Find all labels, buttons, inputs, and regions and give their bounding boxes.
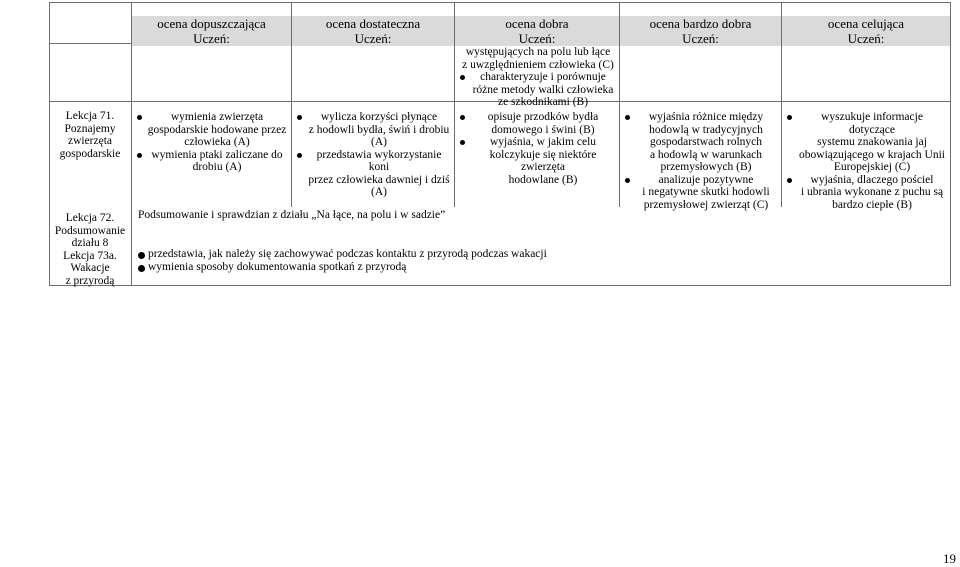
list-item: przedstawia wykorzystanie koni przez człowieka dawniej i dziś (A) <box>297 149 451 199</box>
lesson-72: Lekcja 72. Podsumowanie działu 8 <box>54 212 126 249</box>
list-item: wyjaśnia, dlaczego pościel i ubrania wykonane z puchu są bardzo ciepłe (B) <box>787 174 947 212</box>
header-grade: ocena dobra <box>505 16 569 31</box>
header-student: Uczeń: <box>518 31 556 46</box>
summer-list <box>138 248 547 274</box>
page-number: 19 <box>943 551 956 566</box>
header-dopuszczajaca <box>132 16 291 46</box>
header-student: Uczeń: <box>847 31 885 46</box>
header-grade: ocena dopuszczająca <box>157 16 266 31</box>
lesson-71: Lekcja 71. Poznajemy zwierzęta gospodarskie <box>59 110 121 160</box>
lesson-73a: Lekcja 73a. Wakacje z przyrodą <box>63 249 117 287</box>
header-celujaca <box>782 16 950 46</box>
header-bardzo-dobra <box>620 16 781 46</box>
cell-dobra <box>460 111 616 186</box>
header-student: Uczeń: <box>354 31 392 46</box>
cell-dostateczna <box>297 111 451 199</box>
list-item: charakteryzuje i porównuje różne metody walki człowieka ze szkodnikami (B) <box>460 71 616 109</box>
list-item: wylicza korzyści płynące z hodowli bydła, świń i drobiu (A) <box>297 111 451 149</box>
list-item: wyjaśnia, w jakim celu kolczykuje się niektóre zwierzęta hodowlane (B) <box>460 136 616 186</box>
header-dostateczna <box>292 16 454 46</box>
cell-celujaca <box>787 111 947 211</box>
list-item: wymienia ptaki zaliczane do drobiu (A) <box>137 149 287 174</box>
list-item: wymienia sposoby dokumentowania spotkań z przyrodą <box>138 261 547 274</box>
cell-dopuszczajaca <box>137 111 287 174</box>
header-grade: ocena celująca <box>827 16 905 31</box>
cell-bardzo-dobra <box>625 111 777 211</box>
list-item: przedstawia, jak należy się zachowywać podczas kontaktu z przyrodą podczas wakacji <box>138 248 547 261</box>
header-grade: ocena dostateczna <box>325 16 421 31</box>
header-dobra <box>455 16 619 46</box>
header-grade: ocena bardzo dobra <box>649 16 752 31</box>
dobra-continuation: występujących na polu lub łące z uwzględnieniem człowieka (C) charakteryzuje i porównuje różne metody walki człowieka ze szkodnikami (B) <box>460 46 616 109</box>
list-item: wyjaśnia różnice między hodowlą w tradycyjnych gospodarstwach rolnych a hodowlą w warunkach przemysłowych (B) <box>625 111 777 174</box>
list-item: analizuje pozytywne i negatywne skutki hodowli przemysłowej zwierząt (C) <box>625 174 777 212</box>
header-student: Uczeń: <box>682 31 719 46</box>
lesson-column <box>52 110 128 287</box>
list-item: wyszukuje informacje dotyczące systemu znakowania jaj obowiązującego w krajach Unii Europejskiej (C) <box>787 111 947 174</box>
list-item: wymienia zwierzęta gospodarskie hodowane przez człowieka (A) <box>137 111 287 149</box>
summary-row: Podsumowanie i sprawdzian z działu „Na łące, na polu i w sadzie” <box>138 209 446 221</box>
list-item: opisuje przodków bydła domowego i świni (B) <box>460 111 616 136</box>
header-student: Uczeń: <box>193 31 230 46</box>
